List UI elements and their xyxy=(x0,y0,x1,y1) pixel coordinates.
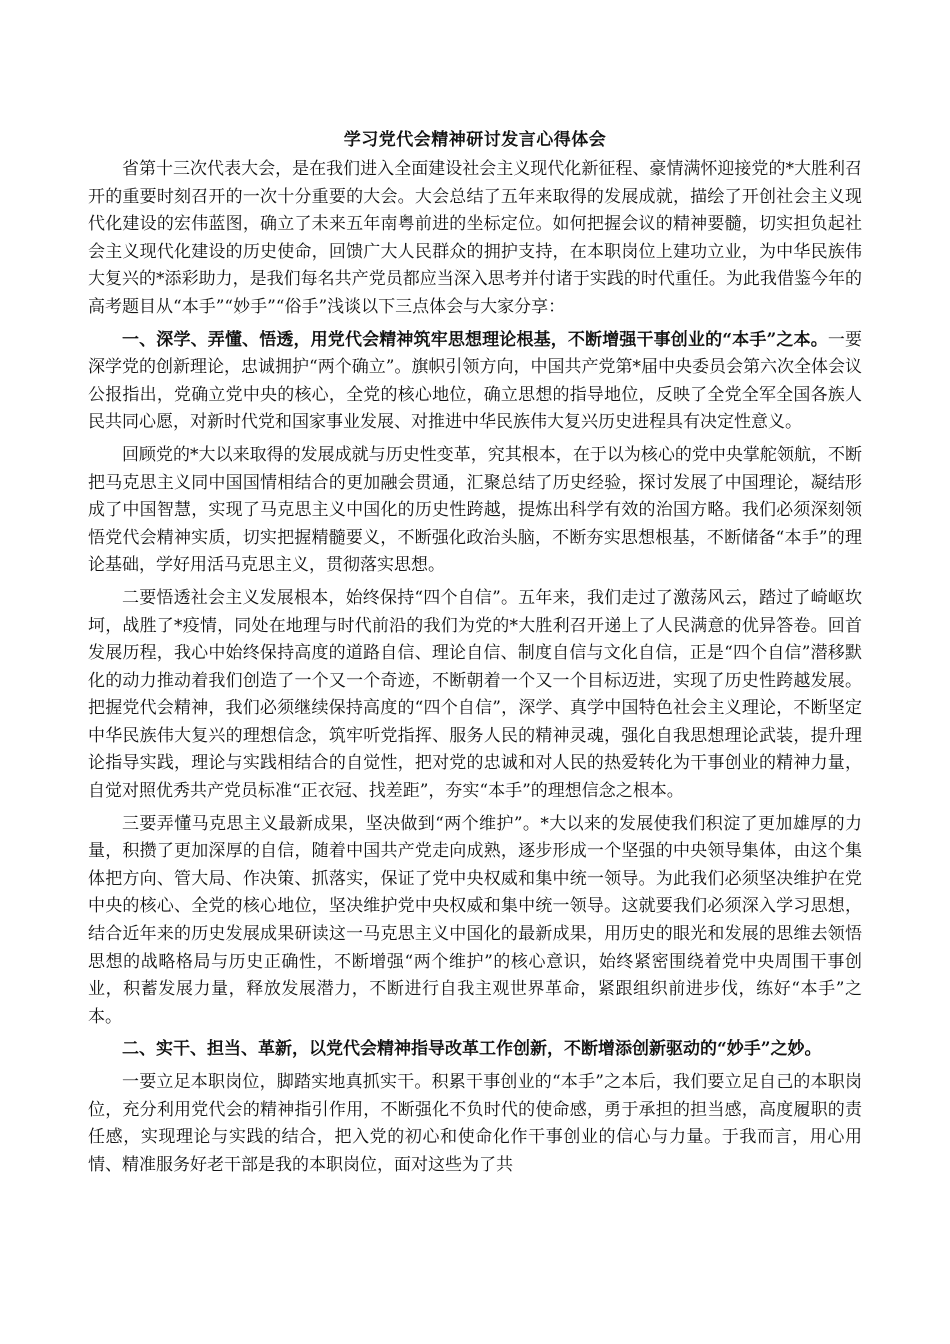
section-1-body: 一要深学党的创新理论，忠诚拥护“两个确立”。旗帜引领方向，中国共产党第*届中央委员会第六次全体会议公报指出，党确立党中央的核心，全党的核心地位，确立思想的指导地位，反映了全党全军全国各族人民共同心愿，对新时代党和国家事业发展、对推进中华民族伟大复兴历史进程具有决定性意义。 xyxy=(88,329,862,433)
section-2-paragraph xyxy=(88,1036,862,1064)
paragraph-7: 一要立足本职岗位，脚踏实地真抓实干。积累干事创业的“本手”之本后，我们要立足自己的本职岗位，充分利用党代会的精神指引作用，不断强化不负时代的使命感，勇于承担的担当感，高度履职的责任感，实现理论与实践的结合，把入党的初心和使命化作干事创业的信心与力量。于我而言，用心用情、精准服务好老干部是我的本职岗位，面对这些为了共 xyxy=(88,1072,862,1175)
section-1-paragraph xyxy=(88,327,862,437)
paragraph-5: 三要弄懂马克思主义最新成果，坚决做到“两个维护”。*大以来的发展使我们积淀了更加雄厚的力量，积攒了更加深厚的自信，随着中国共产党走向成熟，逐步形成一个坚强的中央领导集体，由这个集体把方向、管大局、作决策、抓落实，保证了党中央权威和集中统一领导。为此我们必须坚决维护在党中央的核心、全党的核心地位，坚决维护党中央权威和集中统一领导。这就要我们必须深入学习思想，结合近年来的历史发展成果研读这一马克思主义中国化的最新成果，用历史的眼光和发展的思维去领悟思想的战略格局与历史正确性，不断增强“两个维护”的核心意识，始终紧密围绕着党中央周围干事创业，积蓄发展力量，释放发展潜力，不断进行自我主观世界革命，紧跟组织前进步伐，练好“本手”之本。 xyxy=(88,813,862,1027)
section-2-heading: 二、实干、担当、革新，以党代会精神指导改革工作创新，不断增添创新驱动的“妙手”之妙。 xyxy=(122,1039,822,1060)
paragraph-intro: 省第十三次代表大会，是在我们进入全面建设社会主义现代化新征程、豪情满怀迎接党的*大胜利召开的重要时刻召开的一次十分重要的大会。大会总结了五年来取得的发展成就，描绘了开创社会主义现代化建设的宏伟蓝图，确立了未来五年南粤前进的坐标定位。如何把握会议的精神要髓，切实担负起社会主义现代化建设的历史使命，回馈广大人民群众的拥护支持，在本职岗位上建功立业，为中华民族伟大复兴的*添彩助力，是我们每名共产党员都应当深入思考并付诸于实践的时代重任。为此我借鉴今年的高考题目从“本手”“妙手”“俗手”浅谈以下三点体会与大家分享： xyxy=(88,159,862,317)
document-page xyxy=(88,127,862,1184)
paragraph-4: 二要悟透社会主义发展根本，始终保持“四个自信”。五年来，我们走过了激荡风云，踏过了崎岖坎坷，战胜了*疫情，同处在地理与时代前沿的我们为党的*大胜利召开递上了人民满意的优异答卷。回首发展历程，我心中始终保持高度的道路自信、理论自信、制度自信与文化自信，正是“四个自信”潜移默化的动力推动着我们创造了一个又一个奇迹，不断朝着一个又一个目标迈进，实现了历史性跨越发展。把握党代会精神，我们必须继续保持高度的“四个自信”，深学、真学中国特色社会主义理论，不断坚定中华民族伟大复兴的理想信念，筑牢听党指挥、服务人民的精神灵魂，强化自我思想理论武装，提升理论指导实践，理论与实践相结合的自觉性，把对党的忠诚和对人民的热爱转化为干事创业的精神力量，自觉对照优秀共产党员标准“正衣冠、找差距”，夯实“本手”的理想信念之根本。 xyxy=(88,587,862,802)
document-title: 学习党代会精神研讨发言心得体会 xyxy=(343,130,607,150)
paragraph-3: 回顾党的*大以来取得的发展成就与历史性变革，究其根本，在于以为核心的党中央掌舵领航，不断把马克思主义同中国国情相结合的更加融会贯通，汇聚总结了历史经验，探讨发展了中国理论，凝结形成了中国智慧，实现了马克思主义中国化的历史性跨越，提炼出科学有效的治国方略。我们必须深刻领悟党代会精神实质，切实把握精髓要义，不断强化政治头脑，不断夯实思想根基，不断储备“本手”的理论基础，学好用活马克思主义，贯彻落实思想。 xyxy=(88,444,862,576)
section-1-heading: 一、深学、弄懂、悟透，用党代会精神筑牢思想理论根基，不断增强干事创业的“本手”之本。 xyxy=(122,329,828,350)
